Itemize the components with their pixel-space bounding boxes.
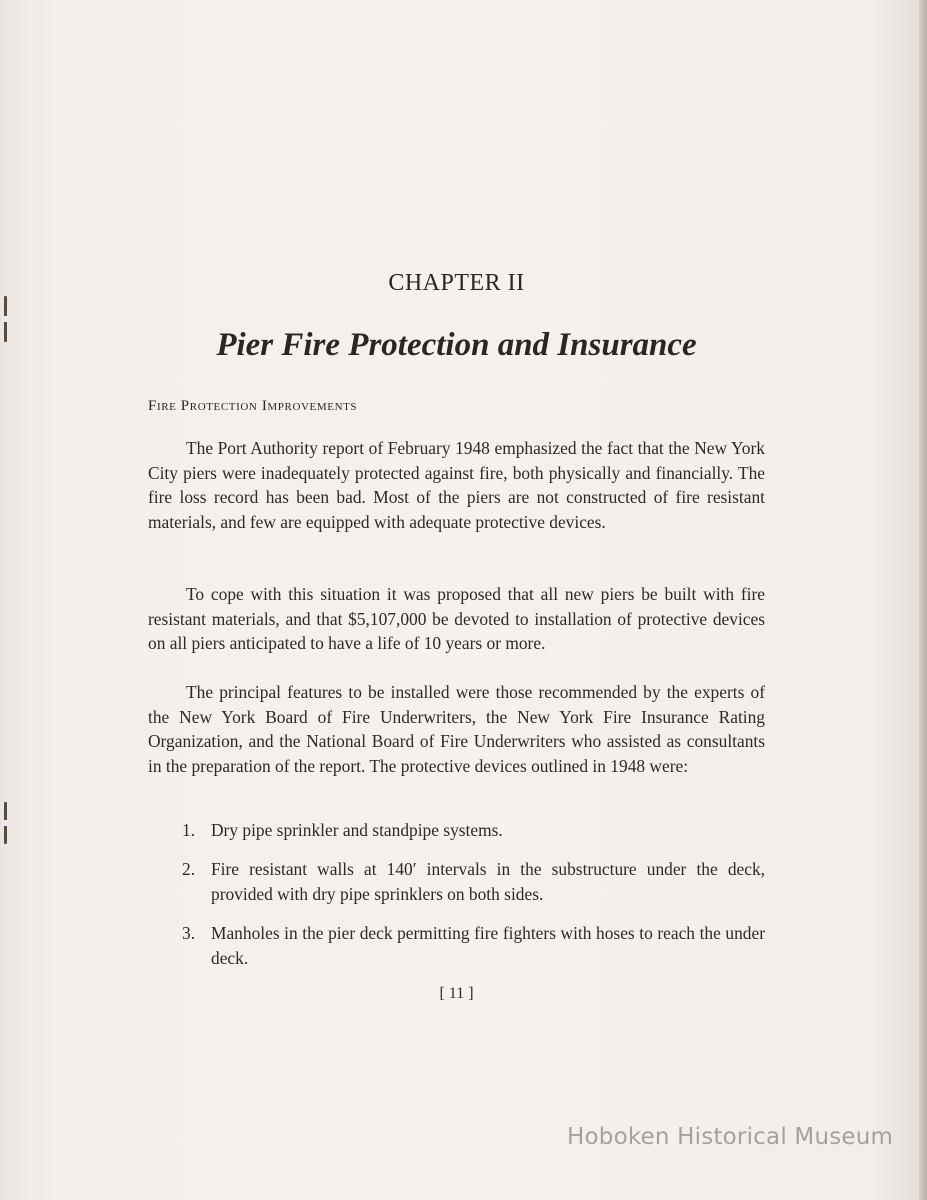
list-text: Dry pipe sprinkler and standpipe systems. [211,820,503,840]
list-number: 1. [182,820,196,840]
museum-watermark: Hoboken Historical Museum [567,1124,894,1150]
paragraph: To cope with this situation it was proposed that all new piers be built with fire resistant materials, and that $5,107,000 be devoted to installation of protective devices on all piers anticipated to have a life of 10 years or more. [148,584,765,653]
list-number: 3. [182,923,196,943]
staple-gap [3,820,8,826]
chapter-title: Pier Fire Protection and Insurance [216,327,697,363]
staple-gap [3,316,8,322]
chapter-heading: CHAPTER II [388,270,525,296]
paragraph: The principal features to be installed were those recommended by the experts of the New York Board of Fire Underwriters, the New York Fire Insurance Rating Organization, and the National Board of Fire Underwriters who assisted as consultants in the preparation of the report. The protective devices outlined in 1948 were: [148,682,765,776]
list-number: 2. [182,859,196,879]
section-heading: Fire Protection Improvements [148,398,358,414]
page-number: [ 11 ] [439,985,474,1002]
list-text: Fire resistant walls at 140′ intervals in the substructure under the deck, provided with dry pipe sprinklers on both sides. [211,859,765,904]
page-edge [919,0,927,1200]
list-item [182,921,765,970]
paragraph: The Port Authority report of February 1948 emphasized the fact that the New York City piers were inadequately protected against fire, both physically and financially. The fire loss record has been bad. Most of the piers are not constructed of fire resistant materials, and few are equipped with adequate protective devices. [148,438,765,532]
list-item [182,857,765,906]
list-text: Manholes in the pier deck permitting fire fighters with hoses to reach the under deck. [211,923,765,968]
list-item [182,818,765,843]
